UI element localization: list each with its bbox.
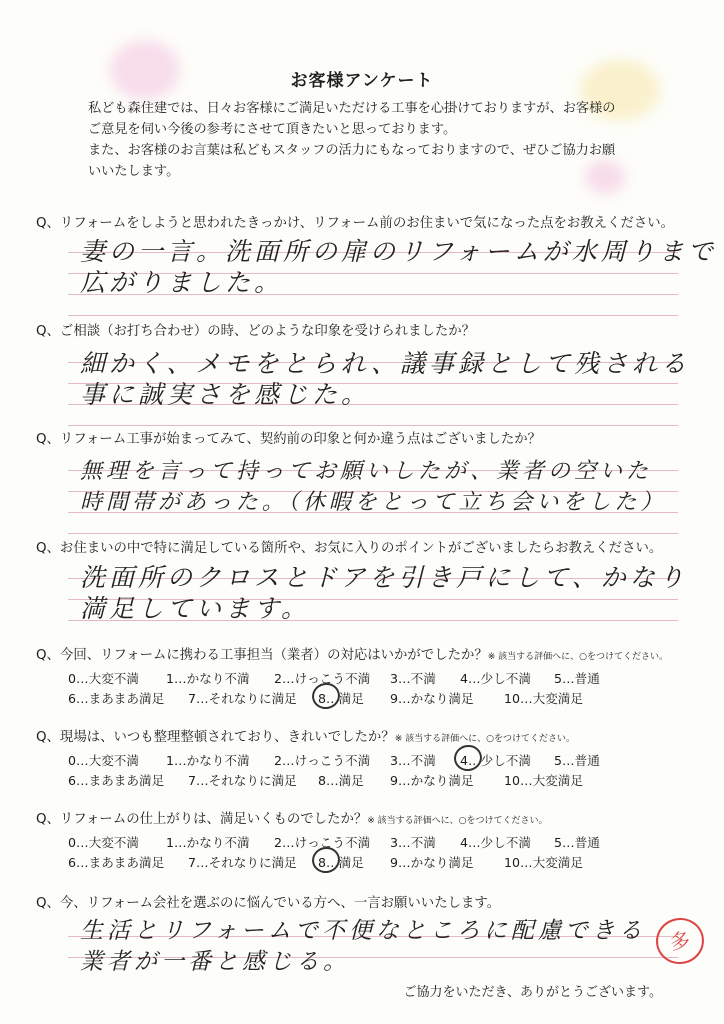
scale-option-label: 8…満足 [318, 855, 364, 870]
question-4: Q、お住まいの中で特に満足している箇所や、お気に入りのポイントがございましたらお教えください。 [36, 541, 663, 556]
question-1: Q、リフォームをしようと思われたきっかけ、リフォーム前のお住まいで気になった点をお教えください。 [36, 216, 675, 231]
scale-option[interactable]: 5…普通 [554, 671, 600, 686]
intro-line: 私ども森住建では、日々お客様にご満足いただける工事を心掛けておりますが、お客様の [88, 101, 616, 116]
scale-option[interactable]: 2…けっこう不満 [274, 671, 371, 686]
selected-circle [452, 742, 485, 773]
scale-option[interactable]: 7…それなりに満足 [188, 773, 297, 788]
scale-option[interactable]: 7…それなりに満足 [188, 691, 297, 706]
staff-stamp: 多 [652, 914, 707, 968]
answer-line: 事に誠実さを感じた。 [80, 380, 371, 409]
intro-line: いいたします。 [88, 164, 180, 179]
scale-option[interactable]: 4…少し不満 [460, 671, 531, 686]
answer-line: 時間帯があった。（休暇をとって立ち会いをした） [80, 490, 667, 515]
answer-line: 業者が一番と感じる。 [80, 949, 350, 975]
answer-4 [80, 562, 688, 624]
intro-line: また、お客様のお言葉は私どもスタッフの活力にもなっておりますので、ぜひご協力お願 [88, 143, 616, 158]
rating-question-text: Q、今回、リフォームに携わる工事担当（業者）の対応はいかがでしたか？ [36, 648, 488, 663]
answer-final [80, 916, 646, 978]
scale-option[interactable]: 1…かなり不満 [166, 753, 250, 768]
scale-option-selected[interactable] [318, 852, 364, 871]
rating-question-text: Q、現場は、いつも整理整頓されており、きれいでしたか？ [36, 730, 395, 745]
rating-question-2 [36, 726, 575, 745]
scale-option-label: 8…満足 [318, 691, 364, 706]
scale-option-selected[interactable] [318, 688, 364, 707]
scale-option[interactable]: 10…大変満足 [504, 691, 583, 706]
scale-option[interactable]: 6…まあまあ満足 [68, 855, 165, 870]
rating-note: ※ 該当する評価へに、○をつけてください。 [487, 652, 669, 662]
scale-option[interactable]: 9…かなり満足 [390, 773, 474, 788]
question-2: Q、ご相談（お打ち合わせ）の時、どのような印象を受けられましたか？ [36, 324, 476, 339]
scale-option[interactable]: 1…かなり不満 [166, 835, 250, 850]
answer-1 [80, 236, 717, 298]
rating-question-1 [36, 644, 668, 663]
answer-line: 細かく、メモをとられ、議事録として残される [80, 349, 691, 378]
scale-option-selected[interactable] [460, 750, 531, 769]
scale-option-label: 4…少し不満 [460, 753, 531, 768]
footer-thanks: ご協力をいただき、ありがとうございます。 [403, 985, 662, 1000]
intro-line: ご意見を伺い今後の参考にさせて頂きたいと思っております。 [88, 122, 457, 137]
scale-option[interactable]: 0…大変不満 [68, 753, 139, 768]
rating-note: ※ 該当する評価へに、○をつけてください。 [394, 734, 575, 744]
question-3: Q、リフォーム工事が始まってみて、契約前の印象と何か違う点はございましたか？ [36, 432, 542, 447]
scale-option[interactable]: 9…かなり満足 [390, 855, 474, 870]
answer-line: 満足しています。 [80, 594, 311, 623]
intro-text [88, 98, 688, 182]
answer-3 [80, 456, 666, 518]
scale-option[interactable]: 0…大変不満 [68, 835, 139, 850]
scale-option[interactable]: 6…まあまあ満足 [68, 773, 165, 788]
scale-option[interactable]: 9…かなり満足 [390, 691, 474, 706]
answer-line: 無理を言って持ってお願いしたが、業者の空いた [80, 459, 653, 484]
scale-option[interactable]: 7…それなりに満足 [188, 855, 297, 870]
scale-option[interactable]: 5…普通 [554, 835, 600, 850]
page-title: お客様アンケート [290, 71, 434, 91]
answer-line: 生活とリフォームで不便なところに配慮できる [80, 918, 646, 944]
rating-question-3 [36, 808, 548, 827]
scale-option[interactable]: 2…けっこう不満 [274, 753, 371, 768]
scale-option[interactable]: 10…大変満足 [504, 855, 583, 870]
scale-option[interactable]: 3…不満 [390, 753, 436, 768]
rating-note: ※ 該当する評価へに、○をつけてください。 [367, 816, 548, 826]
scale-option[interactable]: 8…満足 [318, 773, 364, 788]
answer-2 [80, 348, 690, 410]
answer-line: 広がりました。 [80, 268, 284, 297]
scale-option[interactable]: 5…普通 [554, 753, 600, 768]
scale-option[interactable]: 1…かなり不満 [166, 671, 250, 686]
scale-option[interactable]: 3…不満 [390, 671, 436, 686]
scale-option[interactable]: 0…大変不満 [68, 671, 139, 686]
scale-option[interactable]: 3…不満 [390, 835, 436, 850]
rating-question-text: Q、リフォームの仕上がりは、満足いくものでしたか？ [36, 812, 368, 827]
question-final: Q、今、リフォーム会社を選ぶのに悩んでいる方へ、一言お願いいたします。 [36, 896, 501, 911]
answer-line: 妻の一言。洗面所の扉のリフォームが水周りまで [80, 237, 717, 266]
scale-option[interactable]: 10…大変満足 [504, 773, 583, 788]
answer-line: 洗面所のクロスとドアを引き戸にして、かなり [80, 563, 688, 592]
scale-option[interactable]: 2…けっこう不満 [274, 835, 371, 850]
scale-option[interactable]: 4…少し不満 [460, 835, 531, 850]
scale-option[interactable]: 6…まあまあ満足 [68, 691, 165, 706]
